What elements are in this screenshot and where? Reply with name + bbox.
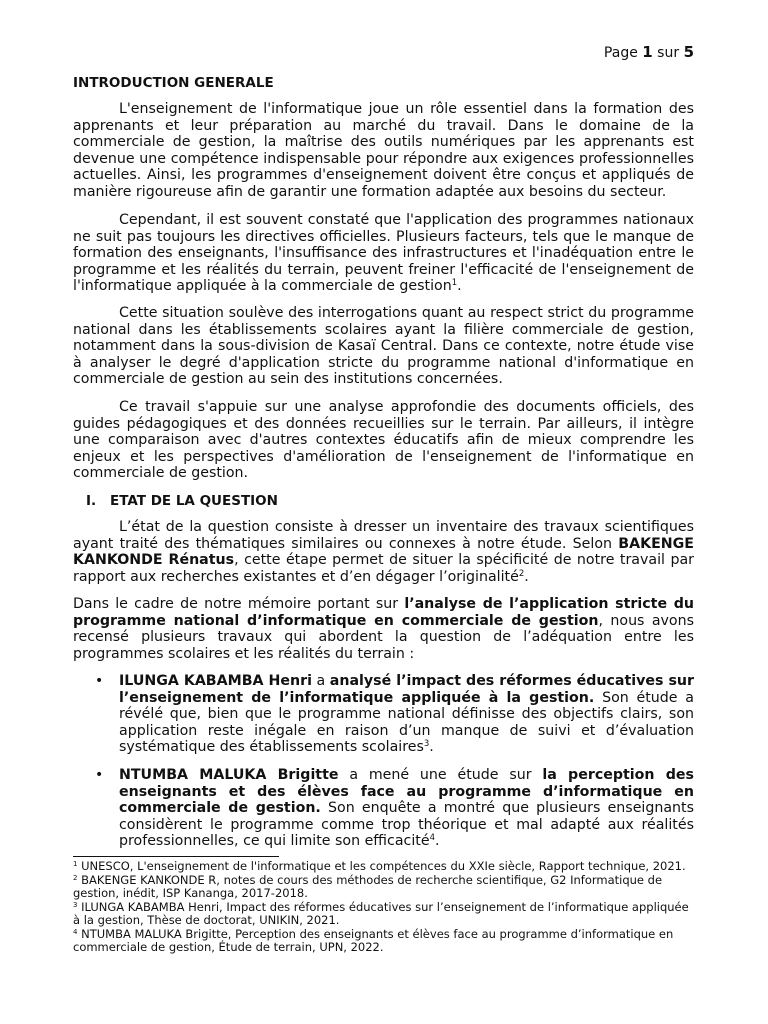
intro-paragraph-1: L'enseignement de l'informatique joue un rôle essentiel dans la formation des apprenants et leur préparation au marché du travail. Dans le domaine de la commerciale de gestion, la maîtrise des outils numériques par les apprenants est devenue une compétence indispensable pour répondre aux exigences professionnelles actuelles. Ainsi, les programmes d'enseignement doivent être conçus et appliqués de manière rigoureuse afin de garantir une formation adaptée aux besoins du secteur. xyxy=(73,101,694,200)
author-bakenge: BAKENGE KANKONDE Rénatus xyxy=(73,535,694,569)
section-heading-etat xyxy=(86,492,278,510)
etat-paragraph-2: Dans le cadre de notre mémoire portant sur l’analyse de l’application stricte du programme national d’informatique en commerciale de gestion, nous avons recensé plusieurs travaux qui abordent la question de l’adéquation entre les programmes scolaires et les réalités du terrain : xyxy=(73,596,694,662)
etat-paragraph-1: L’état de la question consiste à dresser un inventaire des travaux scientifiques ayant traité des thématiques similaires ou connexes à notre étude. Selon BAKENGE KANKONDE Rénatus, cette étape permet de situer la spécificité de notre travail par rapport aux recherches existantes et d’en dégager l’originalité$^2$. xyxy=(73,519,695,585)
memoire-subject: l’analyse de l’application stricte du programme national d’informatique en commerciale de gestion xyxy=(73,596,694,629)
author-ilunga: ILUNGA KABAMBA Henri xyxy=(119,673,312,689)
bullet-icon: • xyxy=(95,673,104,689)
intro-paragraph-3: Cette situation soulève des interrogations quant au respect strict du programme national dans les établissements scolaires ayant la filière commerciale de gestion, notamment dans la sous-division de Kasaï Central. Dans ce contexte, notre étude vise à analyser le degré d'application stricte du programme national d'informatique en commerciale de gestion au sein des institutions concernées. xyxy=(73,305,694,388)
page-label: Page xyxy=(603,45,638,61)
footnote-1: $^1$ UNESCO, L'enseignement de l'informatique et les compétences du XXIe siècle, Rapport technique, 2021. xyxy=(73,859,686,873)
section-title-introduction: INTRODUCTION GENERALE xyxy=(73,75,274,91)
footnote-ref-4: 4 xyxy=(429,833,435,844)
section-heading-text: ETAT DE LA QUESTION xyxy=(110,493,278,509)
footnote-ref-2: 2 xyxy=(518,568,525,579)
footnote-2: $^2$ BAKENGE KANKONDE R, notes de cours des méthodes de recherche scientifique, G2 Informatique de gestion, inédit, ISP Kananga, 2017-2018. xyxy=(73,873,663,901)
footnote-ref-3: 3 xyxy=(423,739,430,750)
intro-paragraph-2: Cependant, il est souvent constaté que l'application des programmes nationaux ne suit pas toujours les directives officielles. Plusieurs facteurs, tels que le manque de formation des enseignants, l'insuffisance des infrastructures et l'inadéquation entre le programme et les réalités du terrain, peuvent freiner l'efficacité de l'enseignement de l'informatique appliquée à la commerciale de gestion$^1$. xyxy=(73,212,694,295)
author-ntumba: NTUMBA MALUKA Brigitte xyxy=(119,767,339,783)
footnote-3: $^3$ ILUNGA KABAMBA Henri, Impact des réformes éducatives sur l’enseignement de l’informatique appliquée à la gestion, Thèse de doctorat, UNIKIN, 2021. xyxy=(73,900,689,928)
section-number: I. xyxy=(86,493,97,509)
list-item: • NTUMBA MALUKA Brigitte a mené une étude sur la perception des enseignants et des élèves face au programme d’informatique en commerciale de gestion. Son enquête a montré que plusieurs enseignants considèrent le programme comme trop théorique et mal adapté aux réalités professionnelles, ce qui limite son efficacité$^4$. xyxy=(95,767,695,850)
page-number-header xyxy=(604,43,694,62)
footnote-separator xyxy=(73,856,279,857)
page-of-label: sur xyxy=(657,45,680,61)
page-current: 1 xyxy=(642,43,653,61)
bullet-icon: • xyxy=(95,767,104,783)
list-item: • ILUNGA KABAMBA Henri a analysé l’impact des réformes éducatives sur l’enseignement de l’informatique appliquée à la gestion. Son étude a révélé que, bien que le programme national définisse des objectifs clairs, son application reste inégale en raison d’un manque de suivi et d’évaluation systématique des établissements scolaires$^3$. xyxy=(95,673,694,756)
footnote-ref-1: 1 xyxy=(451,278,458,289)
page-total: 5 xyxy=(683,43,694,61)
intro-paragraph-4: Ce travail s'appuie sur une analyse approfondie des documents officiels, des guides pédagogiques et des données recueillies sur le terrain. Par ailleurs, il intègre une comparaison avec d'autres contextes éducatifs afin de mieux comprendre les enjeux et les perspectives d'amélioration de l'enseignement de l'informatique en commerciale de gestion. xyxy=(73,399,694,482)
footnote-4: $^4$ NTUMBA MALUKA Brigitte, Perception des enseignants et élèves face au programme d’informatique en commerciale de gestion, Étude de terrain, UPN, 2022. xyxy=(73,927,674,955)
